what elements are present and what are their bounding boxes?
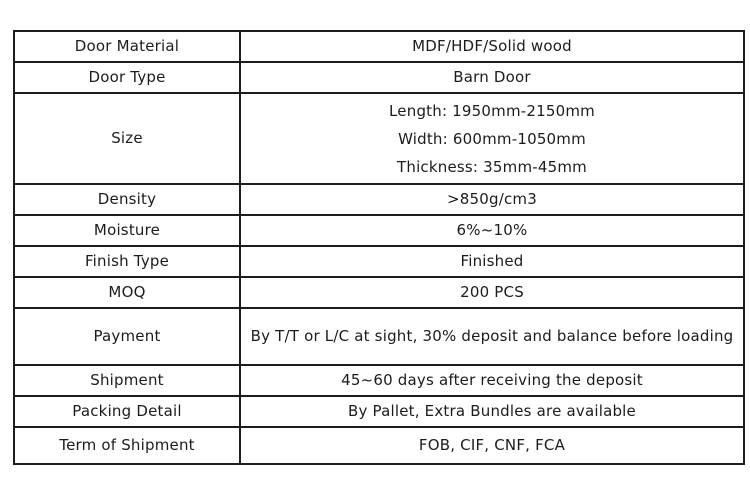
spec-value-payment: By T/T or L/C at sight, 30% deposit and balance before loading <box>240 308 744 365</box>
table-row-moq <box>14 277 744 308</box>
spec-label-shipment: Shipment <box>14 365 240 396</box>
spec-label-finish-type: Finish Type <box>14 246 240 277</box>
spec-label-packing-detail: Packing Detail <box>14 396 240 427</box>
table-row-shipment <box>14 365 744 396</box>
spec-label-term-of-shipment: Term of Shipment <box>14 427 240 464</box>
spec-value-shipment: 45~60 days after receiving the deposit <box>240 365 744 396</box>
spec-label-size: Size <box>14 93 240 184</box>
size-thickness-line: Thickness: 35mm-45mm <box>397 157 587 176</box>
table-row-packing-detail <box>14 396 744 427</box>
table-row-finish-type <box>14 246 744 277</box>
spec-label-moisture: Moisture <box>14 215 240 246</box>
spec-value-size <box>240 93 744 184</box>
spec-label-payment: Payment <box>14 308 240 365</box>
spec-value-moq: 200 PCS <box>240 277 744 308</box>
spec-label-door-material: Door Material <box>14 31 240 62</box>
table-row-size <box>14 93 744 184</box>
spec-value-density: >850g/cm3 <box>240 184 744 215</box>
product-spec-table <box>13 30 745 465</box>
table-row-door-type <box>14 62 744 93</box>
spec-value-packing-detail: By Pallet, Extra Bundles are available <box>240 396 744 427</box>
size-length-line: Length: 1950mm-2150mm <box>389 101 595 120</box>
spec-value-moisture: 6%~10% <box>240 215 744 246</box>
spec-label-moq: MOQ <box>14 277 240 308</box>
spec-value-finish-type: Finished <box>240 246 744 277</box>
table-row-term-of-shipment <box>14 427 744 464</box>
spec-value-door-type: Barn Door <box>240 62 744 93</box>
table-row-density <box>14 184 744 215</box>
spec-label-door-type: Door Type <box>14 62 240 93</box>
spec-label-density: Density <box>14 184 240 215</box>
table-row-door-material <box>14 31 744 62</box>
spec-value-door-material: MDF/HDF/Solid wood <box>240 31 744 62</box>
spec-value-term-of-shipment: FOB, CIF, CNF, FCA <box>240 427 744 464</box>
size-width-line: Width: 600mm-1050mm <box>398 129 586 148</box>
table-row-payment <box>14 308 744 365</box>
table-row-moisture <box>14 215 744 246</box>
